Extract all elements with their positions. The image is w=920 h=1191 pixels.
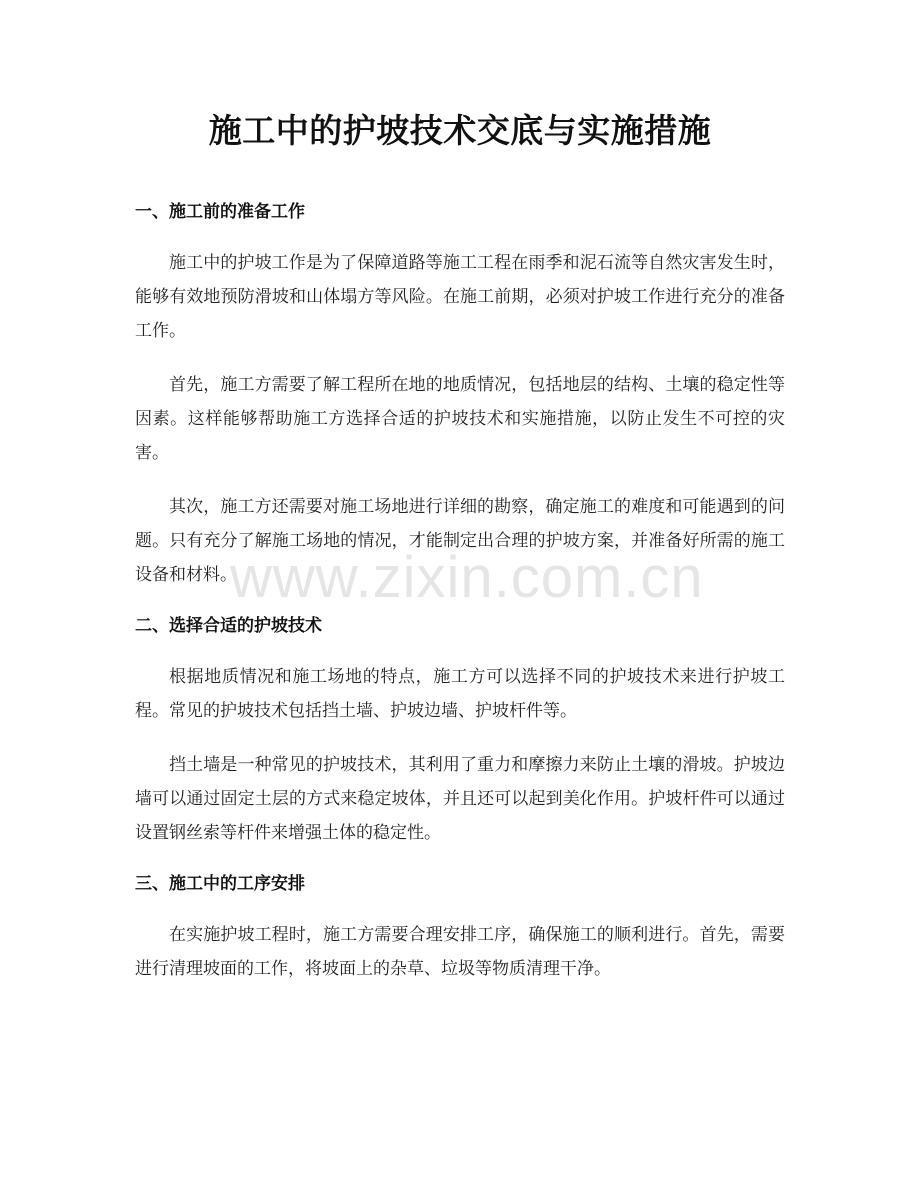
section-heading: 三、施工中的工序安排 xyxy=(135,874,305,894)
section-technique-selection xyxy=(135,612,785,850)
section-process-arrangement xyxy=(135,870,785,986)
paragraph: 在实施护坡工程时，施工方需要合理安排工序，确保施工的顺利进行。首先，需要进行清理坡面的工作，将坡面上的杂草、垃圾等物质清理干净。 xyxy=(135,925,785,979)
section-preparation xyxy=(135,198,785,592)
paragraph: 施工中的护坡工作是为了保障道路等施工工程在雨季和泥石流等自然灾害发生时，能够有效地预防滑坡和山体塌方等风险。在施工前期，必须对护坡工作进行充分的准备工作。 xyxy=(135,253,785,341)
section-heading: 一、施工前的准备工作 xyxy=(135,202,305,222)
paragraph: 首先，施工方需要了解工程所在地的地质情况，包括地层的结构、土壤的稳定性等因素。这样能够帮助施工方选择合适的护坡技术和实施措施，以防止发生不可控的灾害。 xyxy=(135,375,785,463)
document-title: 施工中的护坡技术交底与实施措施 xyxy=(208,111,712,150)
paragraph: 其次，施工方还需要对施工场地进行详细的勘察，确定施工的难度和可能遇到的问题。只有充分了解施工场地的情况，才能制定出合理的护坡方案，并准备好所需的施工设备和材料。 xyxy=(135,497,785,585)
paragraph: 根据地质情况和施工场地的特点，施工方可以选择不同的护坡技术来进行护坡工程。常见的护坡技术包括挡土墙、护坡边墙、护坡杆件等。 xyxy=(135,667,785,721)
section-heading: 二、选择合适的护坡技术 xyxy=(135,616,322,636)
paragraph: 挡土墙是一种常见的护坡技术，其利用了重力和摩擦力来防止土壤的滑坡。护坡边墙可以通过固定土层的方式来稳定坡体，并且还可以起到美化作用。护坡杆件可以通过设置钢丝索等杆件来增强土体的稳定性。 xyxy=(135,755,785,843)
watermark: www.zixin.com.cn xyxy=(230,545,704,610)
